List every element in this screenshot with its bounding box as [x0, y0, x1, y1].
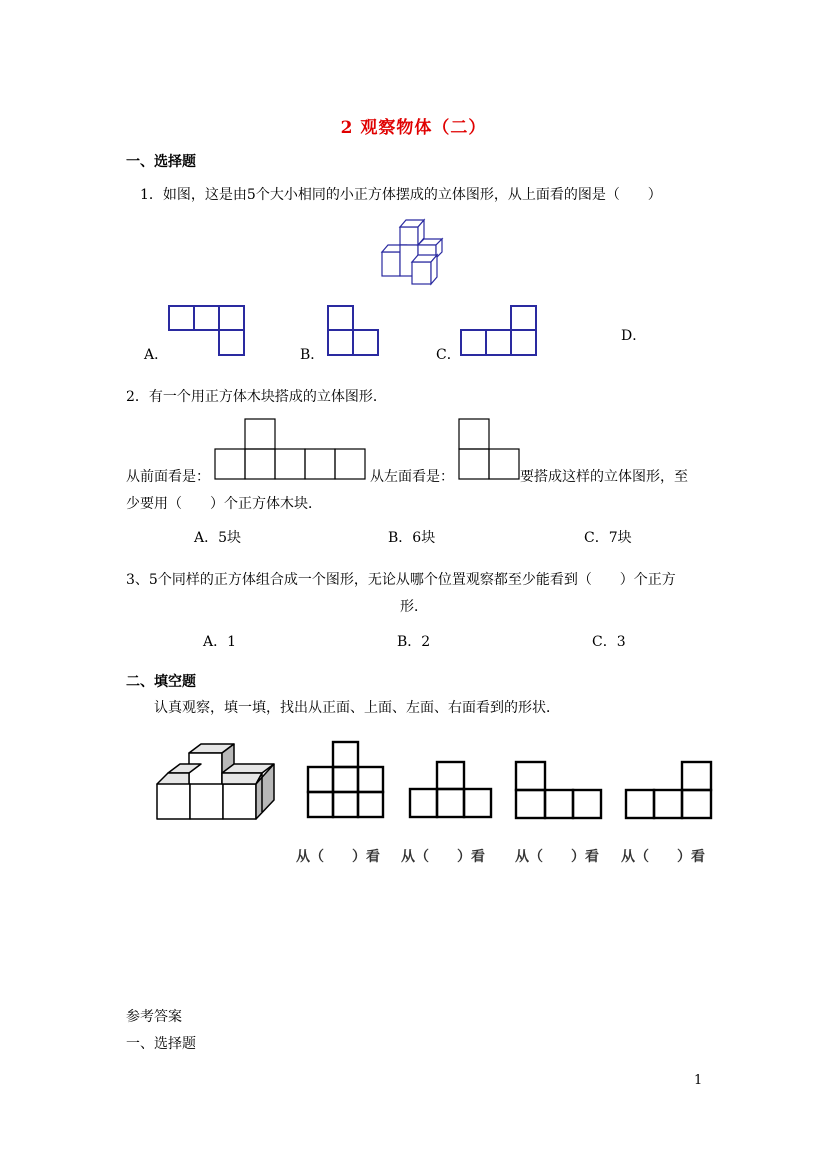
q1-option-b: B． [300, 347, 325, 363]
view-figure-2 [408, 760, 492, 820]
view-figure-1 [306, 740, 386, 820]
q2-option-a: A．5块 [194, 530, 242, 546]
question-1-cube-figure [378, 215, 444, 287]
page-number: 1 [694, 1073, 703, 1088]
view-blank-3: 从（ ）看 [515, 849, 599, 865]
q3-option-a: A．1 [203, 634, 237, 650]
question-1-text: 1．如图，这是由5个大小相同的小正方体摆成的立体图形，从上面看的图是（ ） [140, 187, 662, 203]
q1-option-b-figure [327, 305, 380, 357]
q2-text-line2: 少要用（ ）个正方体木块． [126, 496, 322, 512]
question-3-text: 3、5个同样的正方体组合成一个图形，无论从哪个位置观察都至少能看到（ ）个正方 [126, 572, 676, 588]
section-heading-fill: 二、填空题 [126, 674, 196, 690]
q2-option-b: B．6块 [388, 530, 436, 546]
view-blank-2: 从（ ）看 [401, 849, 485, 865]
q1-option-a-figure [168, 305, 246, 357]
view-figure-4 [624, 760, 714, 820]
q2-left-label: 从左面看是： [370, 469, 454, 485]
section-2-instruction: 认真观察，填一填，找出从正面、上面、左面、右面看到的形状． [154, 700, 560, 716]
view-blank-1: 从（ ）看 [296, 849, 380, 865]
q1-option-a: A． [144, 347, 169, 363]
q3-option-c: C．3 [592, 634, 626, 650]
q1-option-c: C． [436, 347, 461, 363]
answers-section-1: 一、选择题 [126, 1036, 196, 1052]
section-heading-choice: 一、选择题 [126, 154, 196, 170]
q1-option-d: D． [621, 328, 647, 344]
view-figure-3 [514, 760, 602, 820]
q2-option-c: C．7块 [584, 530, 632, 546]
q2-text-suffix: 要搭成这样的立体图形，至 [520, 469, 688, 485]
section-2-solid-figure [156, 740, 280, 820]
page-title: 2 观察物体（二） [340, 118, 487, 138]
q3-option-b: B．2 [397, 634, 431, 650]
q2-front-label: 从前面看是： [126, 469, 210, 485]
view-blank-4: 从（ ）看 [621, 849, 705, 865]
q2-left-view-figure [458, 418, 522, 480]
question-2-text: 2．有一个用正方体木块搭成的立体图形． [126, 389, 387, 405]
q1-option-c-figure [460, 305, 538, 357]
q3-text-line2: 形． [400, 599, 428, 615]
answers-heading: 参考答案 [126, 1009, 182, 1025]
q2-front-view-figure [214, 418, 370, 480]
